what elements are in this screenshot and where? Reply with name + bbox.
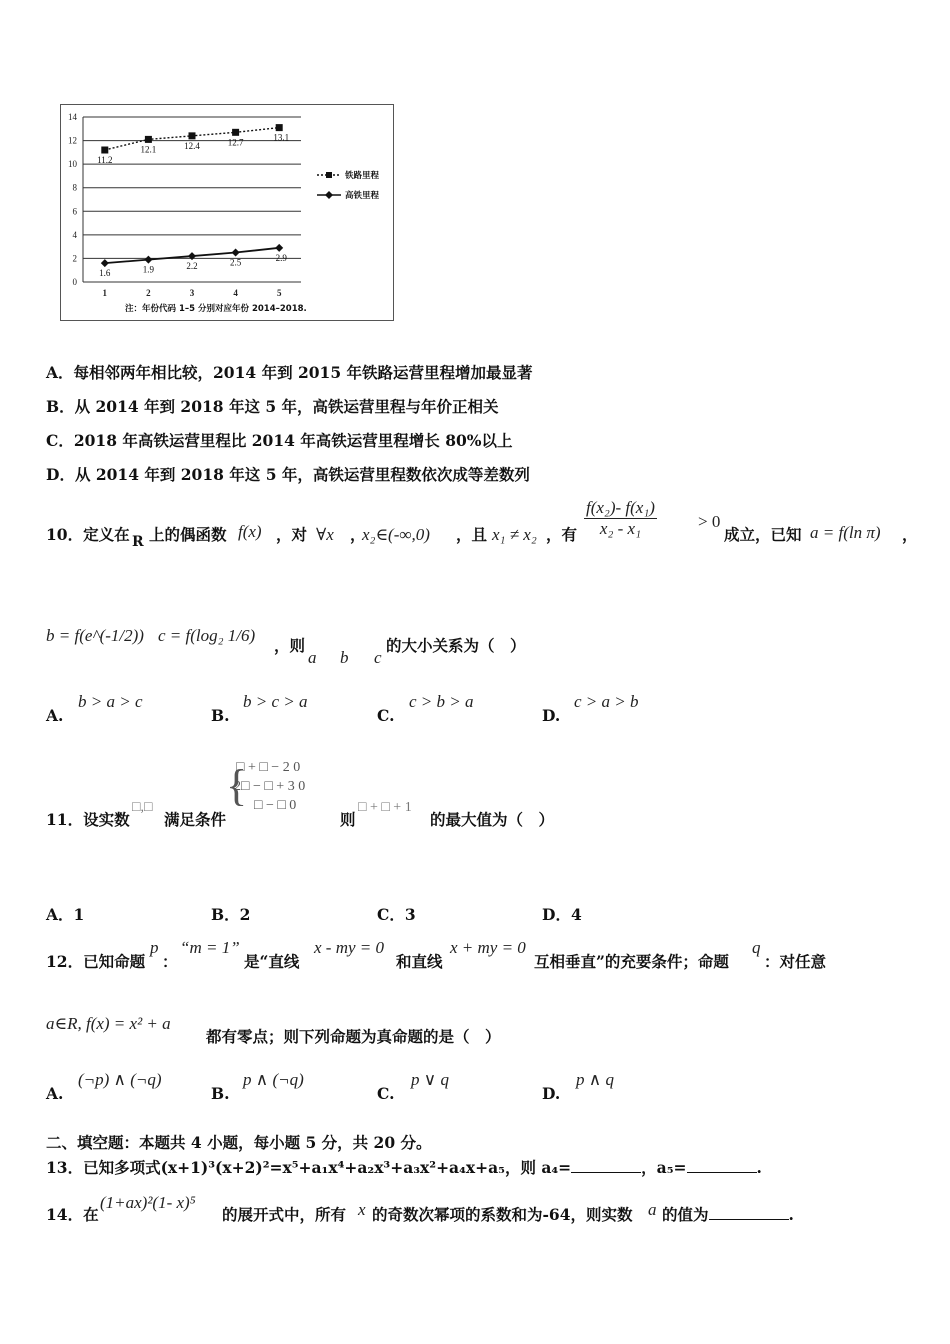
q10-R: R (132, 534, 144, 550)
data-point-highspeed (144, 256, 152, 264)
data-label: 12.4 (184, 140, 200, 151)
q14-text2: 的展开式中，所有 (222, 1205, 347, 1224)
q9-option-a: A．每相邻两年相比较，2014 年到 2015 年铁路运营里程增加最显著 (46, 363, 533, 382)
q10-fraction (584, 498, 657, 539)
data-label: 13.1 (273, 132, 290, 143)
q11-vars: □,□ (132, 800, 153, 815)
data-point-highspeed (101, 259, 109, 267)
q11-text1: 11．设实数 (46, 810, 130, 829)
q12-text4: 互相垂直”的充要条件；命题 (534, 952, 729, 971)
data-point-railway (145, 136, 152, 143)
q12-optB-label: B. (211, 1084, 230, 1103)
x-tick-label: 5 (276, 288, 282, 298)
q10-var-b: b (340, 648, 349, 667)
q12-line1: x - my = 0 (314, 938, 385, 957)
q12-m-eq-1: “m = 1” (180, 938, 240, 957)
q11-text4: 的最大值为（ ） (430, 810, 555, 829)
chart-note: 注：年份代码 1–5 分别对应年份 2014–2018. (125, 304, 307, 314)
y-tick-label: 0 (72, 277, 77, 287)
q10-neq: x₁ ≠ x₂ (492, 525, 537, 544)
x-tick-label: 1 (102, 288, 108, 298)
q10-var-c: c (374, 648, 382, 667)
q11-system (226, 760, 336, 818)
q13-text3: . (756, 1158, 762, 1177)
q10-optB: b > c > a (243, 692, 308, 711)
q10-x2-domain: x₂∈(-∞,0) (362, 525, 430, 544)
q10-gt0: > 0 (698, 512, 721, 531)
q13-line (46, 1156, 762, 1178)
q12-text5: ：对任意 (764, 952, 827, 971)
q13-blank-a4[interactable] (571, 1158, 641, 1173)
q14-text3: 的奇数次幂项的系数和为-64，则实数 (372, 1205, 633, 1224)
q12-condition: a∈R, f(x) = x² + a (46, 1014, 171, 1033)
x-tick-label: 2 (146, 288, 151, 298)
q10-comma: ， (350, 525, 366, 544)
q14-line-end (662, 1203, 794, 1225)
q10-c-def: c = f(log₂ 1/6) (158, 626, 256, 645)
y-tick-label: 8 (72, 182, 77, 193)
q11-expr: □ + □ + 1 (358, 800, 412, 815)
q10-optC: c > b > a (409, 692, 474, 711)
legend-marker-railway (326, 172, 332, 178)
q10-var-a: a (308, 648, 317, 667)
q12-text2: 是“直线 (244, 952, 300, 971)
q12-text3: 和直线 (396, 952, 443, 971)
y-tick-label: 10 (68, 159, 77, 170)
legend-marker-highspeed (325, 191, 333, 199)
y-tick-label: 4 (72, 229, 77, 240)
legend-label: 高铁里程 (345, 191, 380, 201)
q10-optA-label: A. (46, 706, 64, 725)
q13-text1: 13．已知多项式(x+1)³(x+2)²=x⁵+a₁x⁴+a₂x³+a₃x²+a₄x+a₅，则 a₄= (46, 1158, 572, 1177)
q10-fraction-numerator: f(x₂)- f(x₁) (586, 498, 655, 517)
x-tick-label: 3 (189, 288, 195, 298)
q11-text2: 满足条件 (164, 810, 227, 829)
line-chart (60, 104, 394, 321)
q12-line2: x + my = 0 (450, 938, 526, 957)
q11-optC: C．3 (377, 905, 416, 924)
q12-q: q (752, 938, 761, 957)
q10-text8: 的大小关系为（ ） (386, 636, 526, 655)
q14-x: x (358, 1200, 366, 1219)
y-tick-label: 14 (68, 112, 77, 122)
q12-optB: p ∧ (¬q) (243, 1070, 304, 1089)
data-label: 2.2 (186, 261, 198, 272)
q12-colon: ： (162, 952, 178, 971)
q12-optA-label: A. (46, 1084, 64, 1103)
q12-optD-label: D. (542, 1084, 561, 1103)
q14-text5: . (788, 1205, 794, 1224)
q10-text1: 上的偶函数 (149, 525, 227, 544)
legend-label: 铁路里程 (345, 171, 380, 181)
data-label: 2.9 (275, 252, 287, 263)
q10-text3: ，且 (456, 525, 488, 544)
q10-stem-line2 (46, 610, 646, 670)
data-point-railway (276, 124, 283, 131)
y-tick-label: 12 (68, 135, 77, 146)
q14-blank[interactable] (709, 1205, 789, 1220)
q10-optD-label: D. (542, 706, 561, 725)
q10-forall: ∀x (316, 525, 334, 544)
data-label: 11.2 (97, 155, 113, 165)
q12-optC-label: C. (377, 1084, 395, 1103)
q14-a: a (648, 1200, 657, 1219)
q12-text1: 12．已知命题 (46, 952, 146, 971)
q12-optD: p ∧ q (576, 1070, 614, 1089)
q12-text6: 都有零点；则下列命题为真命题的是（ ） (206, 1027, 501, 1046)
q11-brace: { (226, 761, 248, 810)
q11-optD: D．4 (542, 905, 582, 924)
data-label: 2.5 (229, 257, 242, 268)
data-point-highspeed (232, 249, 240, 257)
q14-expr: (1+ax)²(1- x)⁵ (100, 1193, 196, 1212)
q10-b-def: b = f(e^(-1/2)) (46, 626, 144, 645)
q9-option-d: D．从 2014 年到 2018 年这 5 年，高铁运营里程数依次成等差数列 (46, 465, 530, 484)
data-label: 1.9 (142, 264, 155, 275)
q10-text5: 成立，已知 (724, 525, 802, 544)
q10-a-def: a = f(ln π) (810, 523, 881, 542)
chart-svg (61, 105, 393, 320)
q14-text1: 14．在 (46, 1205, 99, 1224)
data-point-railway (101, 147, 108, 154)
q11-condition-3: □ − □ 0 (254, 798, 297, 813)
section-2-heading: 二、填空题：本题共 4 小题，每小题 5 分，共 20 分。 (46, 1133, 432, 1152)
y-tick-label: 6 (72, 206, 77, 217)
data-label: 12.1 (140, 144, 157, 155)
q12-optA: (¬p) ∧ (¬q) (78, 1070, 162, 1089)
q10-optB-label: B. (211, 706, 230, 725)
q10-text6: ， (902, 525, 918, 544)
q10-fx: f(x) (238, 522, 262, 541)
q11-optA: A．1 (46, 905, 85, 924)
q10-text7: ，则 (274, 636, 306, 655)
q9-option-c: C．2018 年高铁运营里程比 2014 年高铁运营里程增长 80%以上 (46, 431, 513, 450)
q10-text4: ，有 (546, 525, 578, 544)
q14-text4: 的值为 (662, 1205, 709, 1224)
data-label: 12.7 (227, 137, 244, 148)
data-label: 1.6 (99, 268, 111, 279)
q11-text3: 则 (340, 810, 356, 829)
q13-blank-a5[interactable] (687, 1158, 757, 1173)
q9-option-b: B．从 2014 年到 2018 年这 5 年，高铁运营里程与年价正相关 (46, 397, 499, 416)
x-tick-label: 4 (233, 288, 238, 298)
q10-number: 10．定义在 (46, 525, 130, 544)
q13-text2: ，a₅= (641, 1158, 687, 1177)
q10-optC-label: C. (377, 706, 395, 725)
y-tick-label: 2 (72, 253, 77, 264)
data-point-railway (189, 132, 196, 139)
q10-fraction-denominator: x₂ - x₁ (599, 519, 641, 538)
q11-condition-2: 2□ − □ + 3 0 (234, 779, 306, 794)
q10-optA: b > a > c (78, 692, 143, 711)
q12-optC: p ∨ q (411, 1070, 449, 1089)
data-point-highspeed (275, 244, 283, 252)
data-point-railway (232, 129, 239, 136)
q10-optD: c > a > b (574, 692, 639, 711)
q11-condition-1: □ + □ − 2 0 (236, 760, 301, 775)
q10-text2: ，对 (276, 525, 308, 544)
q12-p: p (150, 938, 159, 957)
q11-optB: B．2 (211, 905, 251, 924)
